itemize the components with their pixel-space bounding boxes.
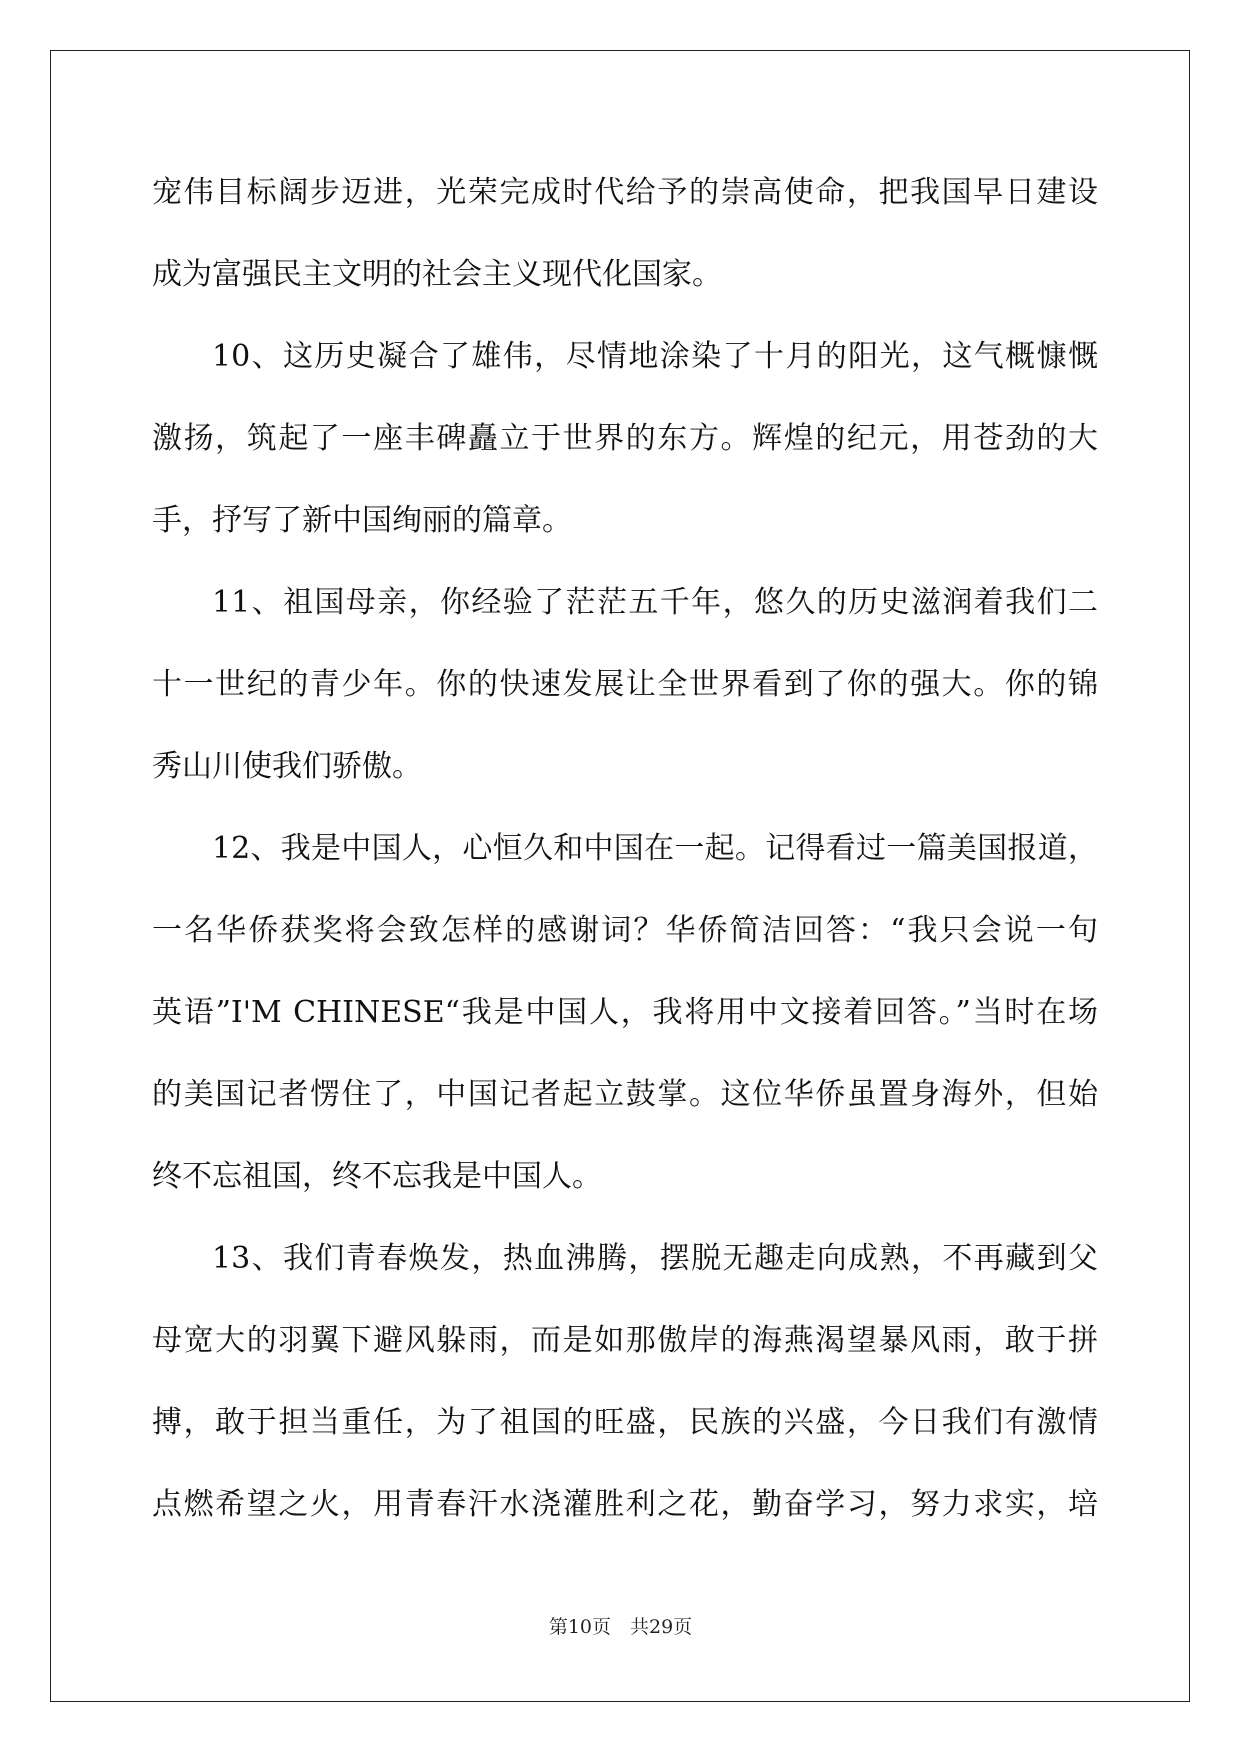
text-line: 一名华侨获奖将会致怎样的感谢词？华侨简洁回答：“我只会说一句 [152,913,1098,948]
text-line: 秀山川使我们骄傲。 [152,749,422,784]
page-number: 第10页 共29页 [548,1616,693,1638]
paragraph-first-line: 12、我是中国人，心恒久和中国在一起。记得看过一篇美国报道， [212,831,1098,866]
text-line: 母宽大的羽翼下避风躲雨，而是如那傲岸的海燕渴望暴风雨，敢于拼 [152,1323,1098,1358]
text-line: 成为富强民主文明的社会主义现代化国家。 [152,257,722,292]
text-line: 搏，敢于担当重任，为了祖国的旺盛，民族的兴盛，今日我们有激情 [152,1405,1098,1440]
paragraph-first-line: 13、我们青春焕发，热血沸腾，摆脱无趣走向成熟，不再藏到父 [212,1241,1098,1276]
text-line: 十一世纪的青少年。你的快速发展让全世界看到了你的强大。你的锦 [152,667,1098,702]
text-line: 英语”I'M CHINESE“我是中国人，我将用中文接着回答。”当时在场 [152,995,1098,1030]
text-line: 的美国记者愣住了，中国记者起立鼓掌。这位华侨虽置身海外，但始 [152,1077,1098,1112]
text-line: 点燃希望之火，用青春汗水浇灌胜利之花，勤奋学习，努力求实，培 [152,1487,1098,1522]
document-body [152,158,1098,1552]
paragraph-first-line: 10、这历史凝合了雄伟，尽情地涂染了十月的阳光，这气概慷慨 [212,339,1098,374]
text-line: 激扬，筑起了一座丰碑矗立于世界的东方。辉煌的纪元，用苍劲的大 [152,421,1098,456]
text-line: 手，抒写了新中国绚丽的篇章。 [152,503,572,538]
paragraph-first-line: 11、祖国母亲，你经验了茫茫五千年，悠久的历史滋润着我们二 [212,585,1098,620]
text-line: 宠伟目标阔步迈进，光荣完成时代给予的崇高使命，把我国早日建设 [152,175,1098,210]
text-line: 终不忘祖国，终不忘我是中国人。 [152,1159,602,1194]
